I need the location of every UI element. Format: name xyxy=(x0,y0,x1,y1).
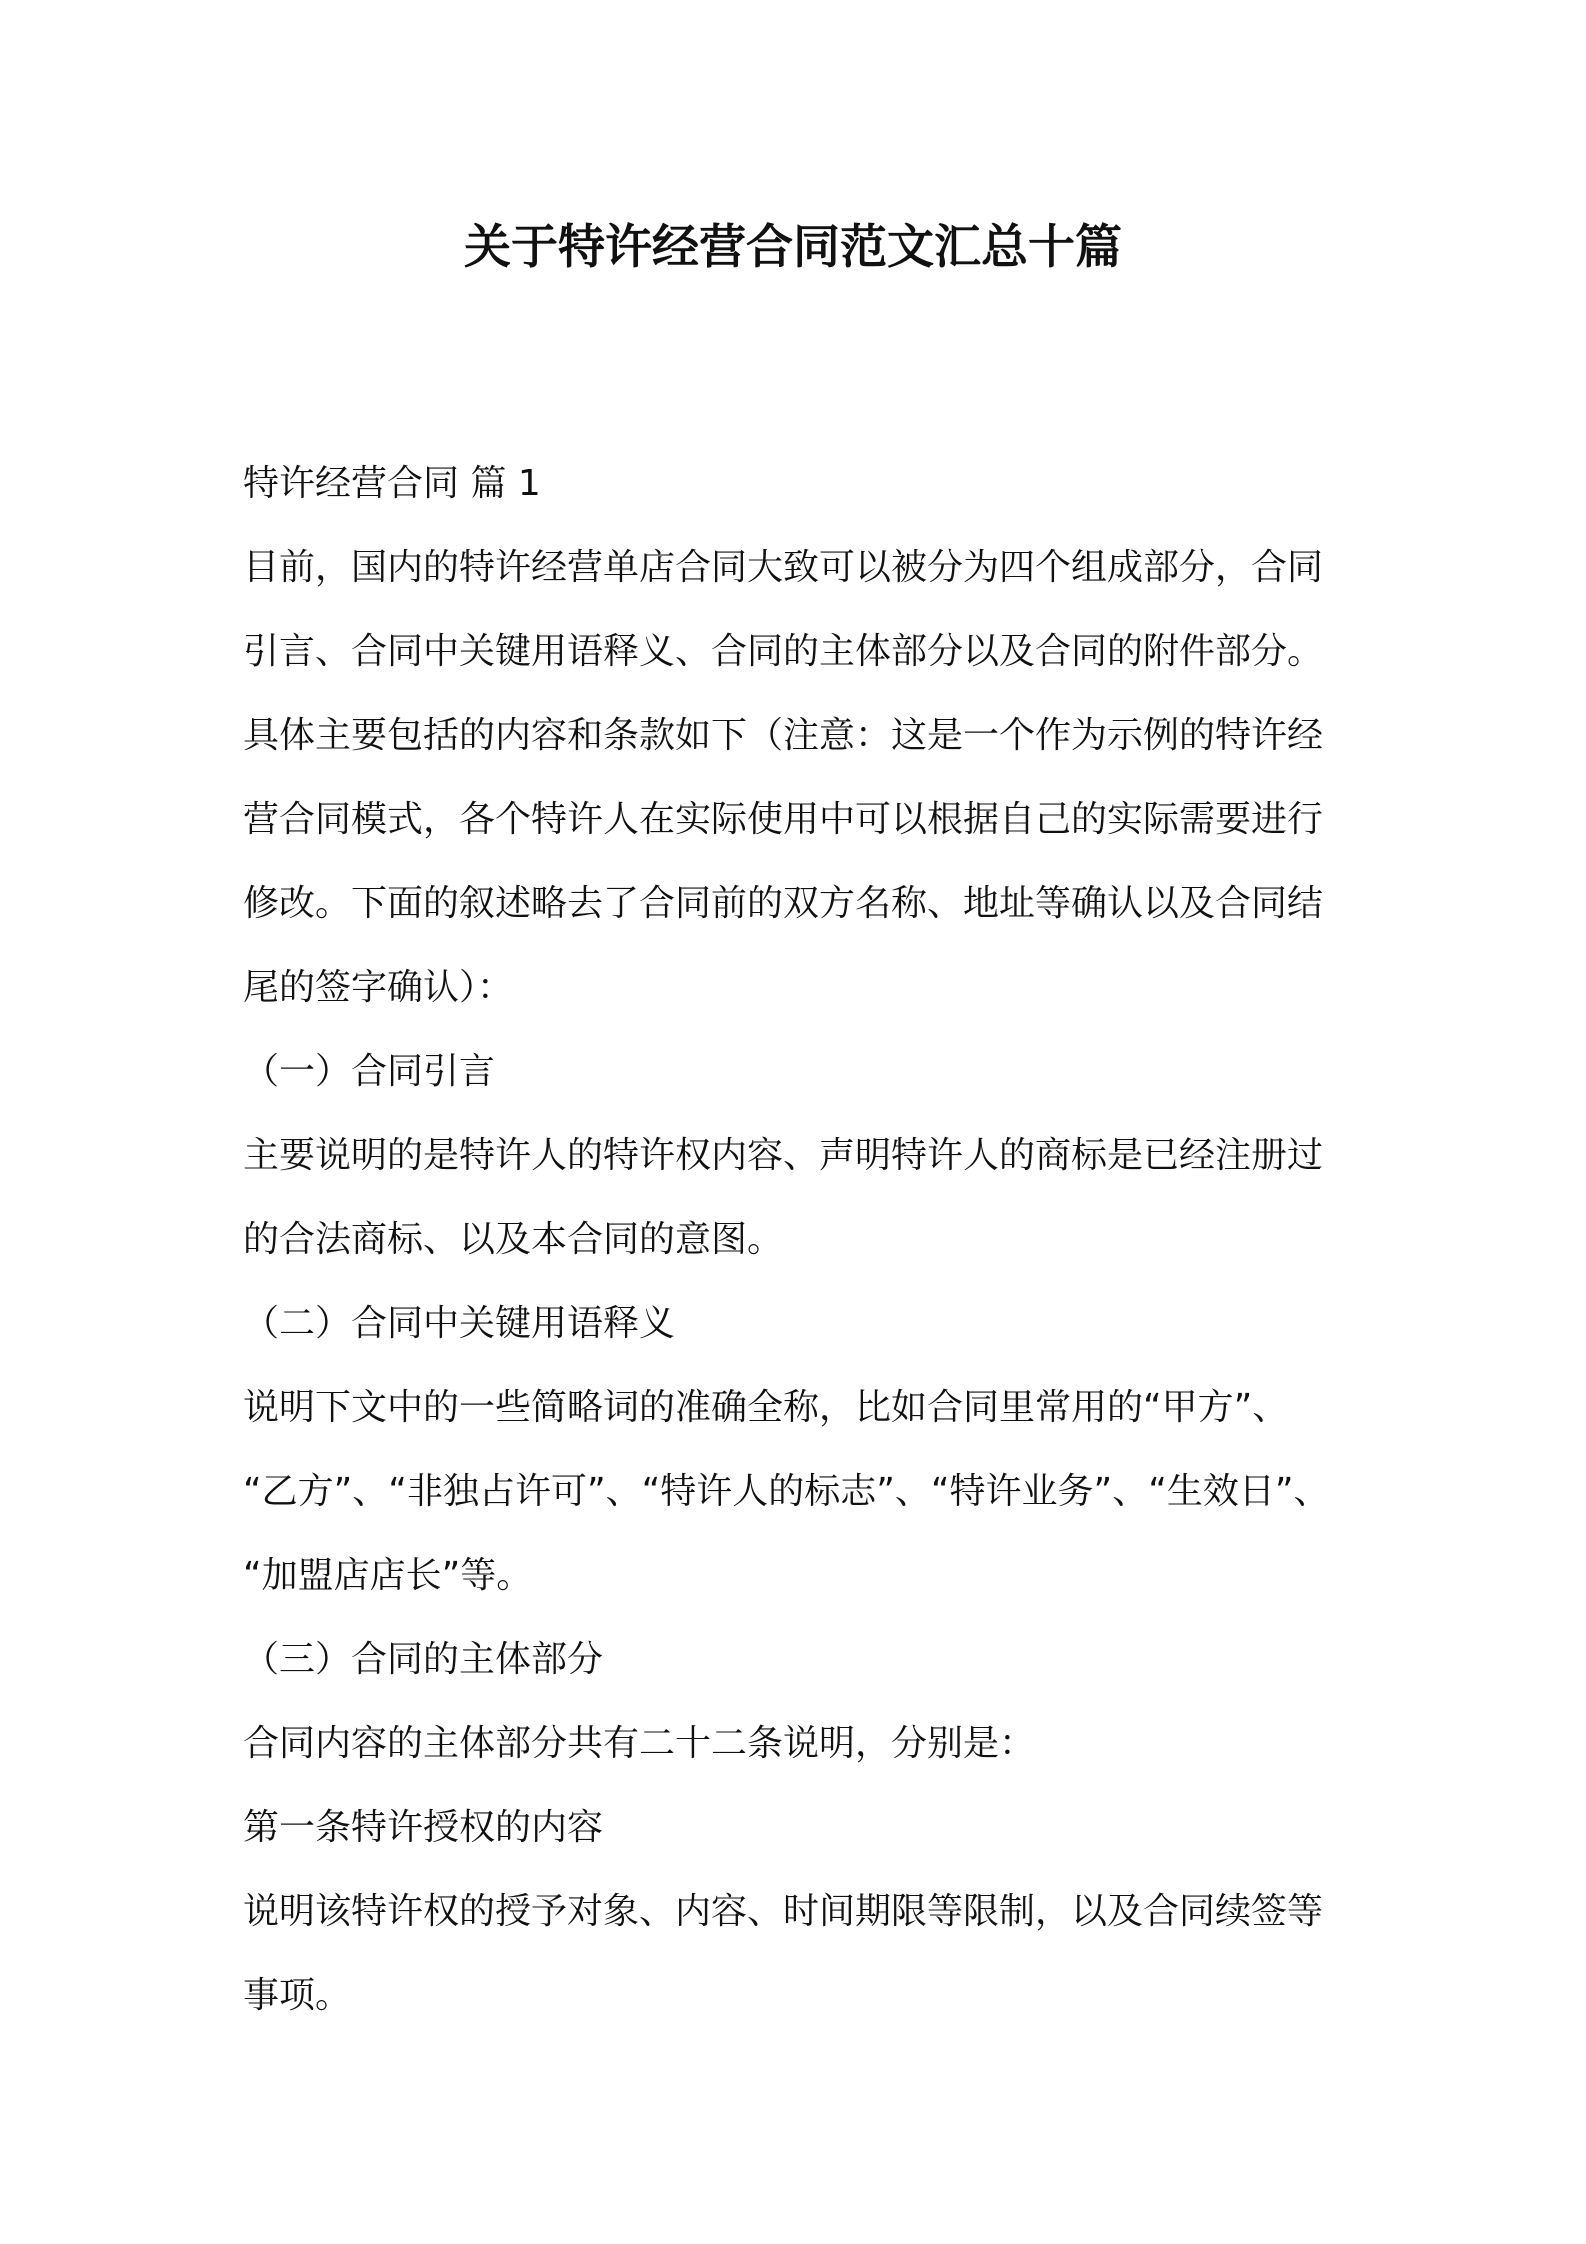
body-text-line: 具体主要包括的内容和条款如下（注意：这是一个作为示例的特许经 xyxy=(243,715,1324,756)
body-text-line: 说明该特许权的授予对象、内容、时间期限等限制，以及合同续签等 xyxy=(243,1891,1324,1932)
document-body xyxy=(243,442,1363,2038)
body-text-line: 说明下文中的一些简略词的准确全称，比如合同里常用的“甲方”、 xyxy=(243,1387,1289,1428)
body-text-line: 尾的签字确认）： xyxy=(243,967,514,1008)
document-title: 关于特许经营合同范文汇总十篇 xyxy=(464,220,1122,275)
body-text-line: 引言、合同中关键用语释义、合同的主体部分以及合同的附件部分。 xyxy=(243,631,1324,672)
body-text-line: “乙方”、“非独占许可”、“特许人的标志”、“特许业务”、“生效日”、 xyxy=(243,1471,1330,1512)
body-text-line: 合同内容的主体部分共有二十二条说明，分别是： xyxy=(243,1723,1036,1764)
body-text-line: 修改。下面的叙述略去了合同前的双方名称、地址等确认以及合同结 xyxy=(243,883,1324,924)
section-heading: 特许经营合同 篇 1 xyxy=(243,463,541,504)
subsection-heading: （二）合同中关键用语释义 xyxy=(243,1303,676,1344)
body-text-line: “加盟店店长”等。 xyxy=(243,1555,533,1596)
subsection-heading: （一）合同引言 xyxy=(243,1051,496,1092)
body-text-line: 目前，国内的特许经营单店合同大致可以被分为四个组成部分，合同 xyxy=(243,547,1324,588)
body-text-line: 事项。 xyxy=(243,1975,352,2016)
body-text-line: 主要说明的是特许人的特许权内容、声明特许人的商标是已经注册过 xyxy=(243,1135,1324,1176)
body-text-line: 的合法商标、以及本合同的意图。 xyxy=(243,1219,784,1260)
article-heading: 第一条特许授权的内容 xyxy=(243,1807,604,1848)
subsection-heading: （三）合同的主体部分 xyxy=(243,1639,604,1680)
body-text-line: 营合同模式，各个特许人在实际使用中可以根据自己的实际需要进行 xyxy=(243,799,1324,840)
